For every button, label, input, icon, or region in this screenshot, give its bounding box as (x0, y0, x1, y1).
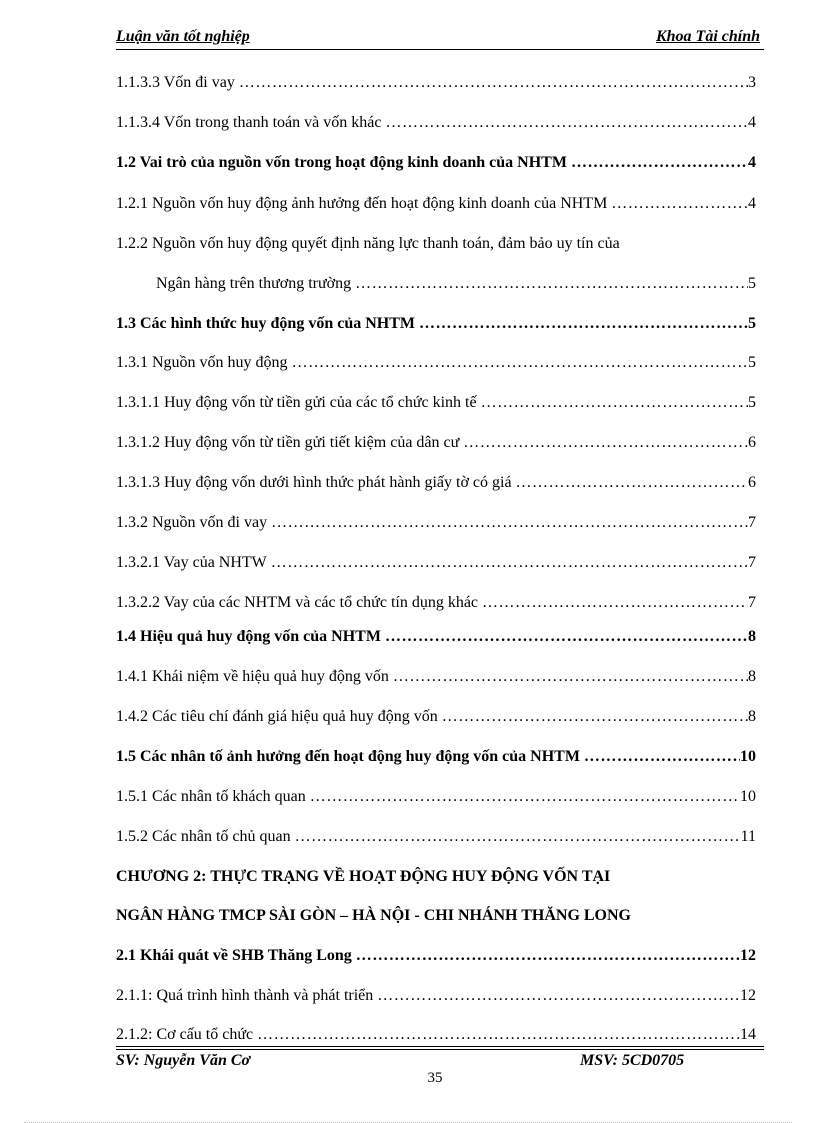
toc-leader-dots (306, 784, 740, 810)
page-footer (116, 1052, 764, 1072)
toc-leader-dots (253, 1022, 740, 1048)
toc-entry-page: 4 (748, 114, 756, 131)
toc-leader-dots (291, 824, 741, 850)
toc-entry-title: 1.3.2.1 Vay của NHTW (116, 554, 267, 571)
toc-leader-dots (478, 590, 748, 616)
toc-leader-dots (267, 510, 748, 536)
footer-student-id: MSV: 5CD0705 (580, 1052, 685, 1069)
toc-entry-title: 1.2 Vai trò của nguồn vốn trong hoạt động kinh doanh của NHTM (116, 154, 567, 171)
toc-leader-dots (351, 271, 748, 297)
toc-entry-page: 12 (740, 987, 756, 1004)
toc-entry-page: 11 (740, 828, 756, 845)
toc-leader-dots (438, 704, 748, 730)
toc-entry-page: 7 (748, 594, 756, 611)
toc-entry-page: 6 (748, 474, 756, 491)
toc-entry (116, 590, 756, 616)
toc-entry (116, 70, 756, 96)
toc-entry-page: 12 (740, 947, 756, 964)
toc-leader-dots (459, 430, 748, 456)
toc-entry (116, 1022, 756, 1048)
toc-entry (116, 350, 756, 376)
toc-leader-dots (267, 550, 748, 576)
toc-entry-title: 1.2.2 Nguồn vốn huy động quyết định năng lực thanh toán, đảm bảo uy tín của (116, 235, 620, 252)
toc-entry (116, 824, 756, 850)
toc-leader-dots (512, 470, 748, 496)
page-header (116, 28, 764, 50)
toc-entry-title: 1.5.2 Các nhân tố chủ quan (116, 828, 291, 845)
toc-leader-dots (610, 864, 756, 890)
toc-entry-title: NGÂN HÀNG TMCP SÀI GÒN – HÀ NỘI - CHI NHÁNH THĂNG LONG (116, 907, 631, 924)
toc-entry (116, 983, 756, 1009)
toc-entry-title: 1.4.1 Khái niệm về hiệu quả huy động vốn (116, 668, 389, 685)
toc-entry-title: 1.3.2 Nguồn vốn đi vay (116, 514, 268, 531)
footer-student-name: SV: Nguyễn Văn Cơ (116, 1052, 251, 1069)
toc-entry-title: 2.1.2: Cơ cấu tổ chức (116, 1026, 254, 1043)
toc-entry-page: 6 (748, 434, 756, 451)
toc-entry (116, 470, 756, 496)
toc-entry (116, 664, 756, 690)
toc-entry-page: 14 (740, 1026, 756, 1043)
toc-leader-dots (580, 744, 740, 770)
toc-leader-dots (415, 311, 748, 337)
toc-entry-page: 4 (748, 195, 756, 212)
toc-leader-dots (389, 664, 748, 690)
header-rule (116, 49, 764, 50)
toc-entry (116, 903, 756, 929)
toc-entry-page: 5 (748, 275, 756, 292)
toc-entry (116, 231, 756, 257)
toc-entry-title: 1.5 Các nhân tố ảnh hưởng đến hoạt động huy động vốn của NHTM (116, 748, 580, 765)
toc-entry-page: 8 (748, 708, 756, 725)
toc-leader-dots (381, 110, 748, 136)
toc-entry (156, 271, 756, 297)
toc-entry-title: 1.3.1.3 Huy động vốn dưới hình thức phát hành giấy tờ có giá (116, 474, 512, 491)
toc-entry (116, 943, 756, 969)
toc-entry-title: 2.1.1: Quá trình hình thành và phát triển (116, 987, 374, 1004)
toc-leader-dots (373, 983, 740, 1009)
toc-entry-page: 5 (748, 354, 756, 371)
toc-entry (116, 864, 756, 890)
toc-entry (116, 704, 756, 730)
toc-entry (116, 150, 756, 176)
toc-leader-dots (477, 390, 748, 416)
toc-entry-page: 7 (748, 514, 756, 531)
toc-entry-title: 1.4.2 Các tiêu chí đánh giá hiệu quả huy động vốn (116, 708, 438, 725)
toc-leader-dots (288, 350, 748, 376)
toc-entry-title: 1.1.3.4 Vốn trong thanh toán và vốn khác (116, 114, 382, 131)
toc-leader-dots (620, 231, 756, 257)
toc-entry-title: CHƯƠNG 2: THỰC TRẠNG VỀ HOẠT ĐỘNG HUY ĐỘNG VỐN TẠI (116, 868, 611, 885)
toc-entry-title: Ngân hàng trên thương trường (156, 275, 352, 292)
toc-entry (116, 624, 756, 650)
toc-entry-page: 10 (740, 748, 756, 765)
toc-leader-dots (235, 70, 748, 96)
toc-entry (116, 110, 756, 136)
toc-entry-title: 2.1 Khái quát về SHB Thăng Long (116, 947, 352, 964)
toc-entry-title: 1.2.1 Nguồn vốn huy động ảnh hưởng đến hoạt động kinh doanh của NHTM (116, 195, 608, 212)
toc-entry-page: 7 (748, 554, 756, 571)
toc-entry-page: 5 (748, 315, 756, 332)
page-number: 35 (427, 1070, 443, 1086)
toc-leader-dots (567, 150, 748, 176)
toc-entry-title: 1.3.1.2 Huy động vốn từ tiền gửi tiết kiệm của dân cư (116, 434, 460, 451)
toc-entry-title: 1.1.3.3 Vốn đi vay (116, 74, 235, 91)
header-faculty-label: Khoa Tài chính (655, 28, 760, 45)
toc-entry (116, 191, 756, 217)
toc-entry-title: 1.3.2.2 Vay của các NHTM và các tổ chức tín dụng khác (116, 594, 479, 611)
toc-entry-title: 1.5.1 Các nhân tố khách quan (116, 788, 306, 805)
toc-entry (116, 744, 756, 770)
toc-entry-page: 3 (748, 74, 756, 91)
toc-entry-title: 1.3 Các hình thức huy động vốn của NHTM (116, 315, 415, 332)
toc-entry (116, 311, 756, 337)
footer-rule-bottom (116, 1049, 764, 1050)
toc-leader-dots (607, 191, 748, 217)
toc-leader-dots (631, 903, 756, 929)
toc-entry-page: 8 (748, 668, 756, 685)
footer-rule-top (116, 1046, 764, 1047)
toc-entry (116, 510, 756, 536)
toc-entry (116, 550, 756, 576)
header-thesis-label: Luận văn tốt nghiệp (116, 28, 250, 45)
toc-entry (116, 430, 756, 456)
toc-leader-dots (352, 943, 740, 969)
toc-entry-page: 8 (748, 628, 756, 645)
toc-entry-page: 10 (740, 788, 756, 805)
toc-entry (116, 390, 756, 416)
toc-entry-title: 1.4 Hiệu quả huy động vốn của NHTM (116, 628, 381, 645)
toc-entry-title: 1.3.1 Nguồn vốn huy động (116, 354, 288, 371)
toc-entry-title: 1.3.1.1 Huy động vốn từ tiền gửi của các tổ chức kinh tế (116, 394, 477, 411)
toc-entry (116, 784, 756, 810)
toc-entry-page: 4 (748, 154, 756, 171)
toc-entry-page: 5 (748, 394, 756, 411)
toc-leader-dots (381, 624, 748, 650)
